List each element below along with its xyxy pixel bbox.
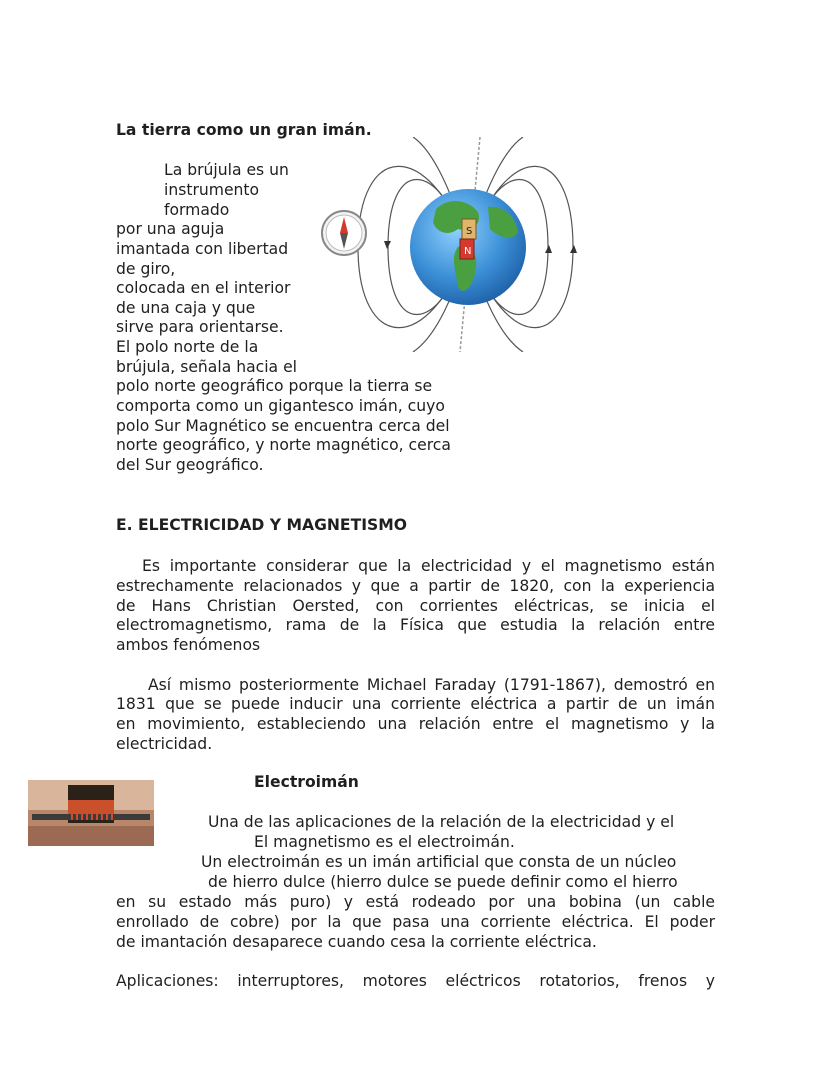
electromagnet-line: El magnetismo es el electroimán. <box>254 833 515 851</box>
section-heading-electricity-magnetism: E. ELECTRICIDAD Y MAGNETISMO <box>116 516 408 534</box>
compass-line: de una caja y que <box>116 299 256 317</box>
paragraph-line: Es importante considerar que la electricidad y el magnetismo están <box>142 557 715 575</box>
paragraph-line: electromagnetismo, rama de la Física que estudia la relación entre <box>116 616 715 634</box>
compass-line: instrumento <box>164 181 260 199</box>
paragraph-line: electricidad. <box>116 735 213 753</box>
section-title-earth-magnet: La tierra como un gran imán. <box>116 121 372 139</box>
electromagnet-line: en su estado más puro) y está rodeado por una bobina (un cable <box>116 893 715 911</box>
paragraph-line: 1831 que se puede inducir una corriente eléctrica a partir de un imán <box>116 695 715 713</box>
paragraph-line: ambos fenómenos <box>116 636 261 654</box>
compass-line: polo Sur Magnético se encuentra cerca del <box>116 417 450 435</box>
earth-magnetic-field-illustration <box>318 137 578 352</box>
paragraph-line: estrechamente relacionados y que a partir de 1820, con la experiencia <box>116 577 715 595</box>
paragraph-line: Así mismo posteriormente Michael Faraday (1791-1867), demostró en <box>148 676 715 694</box>
compass-line: comporta como un gigantesco imán, cuyo <box>116 397 445 415</box>
magnet-north-label: N <box>464 246 472 257</box>
magnet-south-label: S <box>466 226 473 237</box>
compass-line: norte geográfico, y norte magnético, cerca <box>116 436 451 454</box>
compass-line: brújula, señala hacia el <box>116 358 297 376</box>
compass-line: de giro, <box>116 260 176 278</box>
compass-line: por una aguja <box>116 220 225 238</box>
compass-icon <box>322 211 366 255</box>
electromagnet-line: de imantación desaparece cuando cesa la corriente eléctrica. <box>116 933 597 951</box>
section-title-electromagnet: Electroimán <box>254 773 359 791</box>
compass-line: La brújula es un <box>164 161 289 179</box>
electromagnet-line: de hierro dulce (hierro dulce se puede definir como el hierro <box>208 873 678 891</box>
electromagnet-line: Un electroimán es un imán artificial que consta de un núcleo <box>201 853 677 871</box>
compass-line: del Sur geográfico. <box>116 456 264 474</box>
compass-line: El polo norte de la <box>116 338 259 356</box>
compass-line: imantada con libertad <box>116 240 289 258</box>
electromagnet-line: enrollado de cobre) por la que pasa una corriente eléctrica. El poder <box>116 913 715 931</box>
compass-line: polo norte geográfico porque la tierra se <box>116 377 433 395</box>
compass-line: colocada en el interior <box>116 279 291 297</box>
electromagnet-photo <box>28 780 154 846</box>
compass-line: formado <box>164 201 230 219</box>
paragraph-line: en movimiento, estableciendo una relación entre el magnetismo y la <box>116 715 715 733</box>
electromagnet-line: Una de las aplicaciones de la relación de la electricidad y el <box>208 813 675 831</box>
compass-line: sirve para orientarse. <box>116 318 284 336</box>
paragraph-line: de Hans Christian Oersted, con corrientes eléctricas, se inicia el <box>116 597 715 615</box>
applications-line: Aplicaciones: interruptores, motores eléctricos rotatorios, frenos y <box>116 972 715 990</box>
